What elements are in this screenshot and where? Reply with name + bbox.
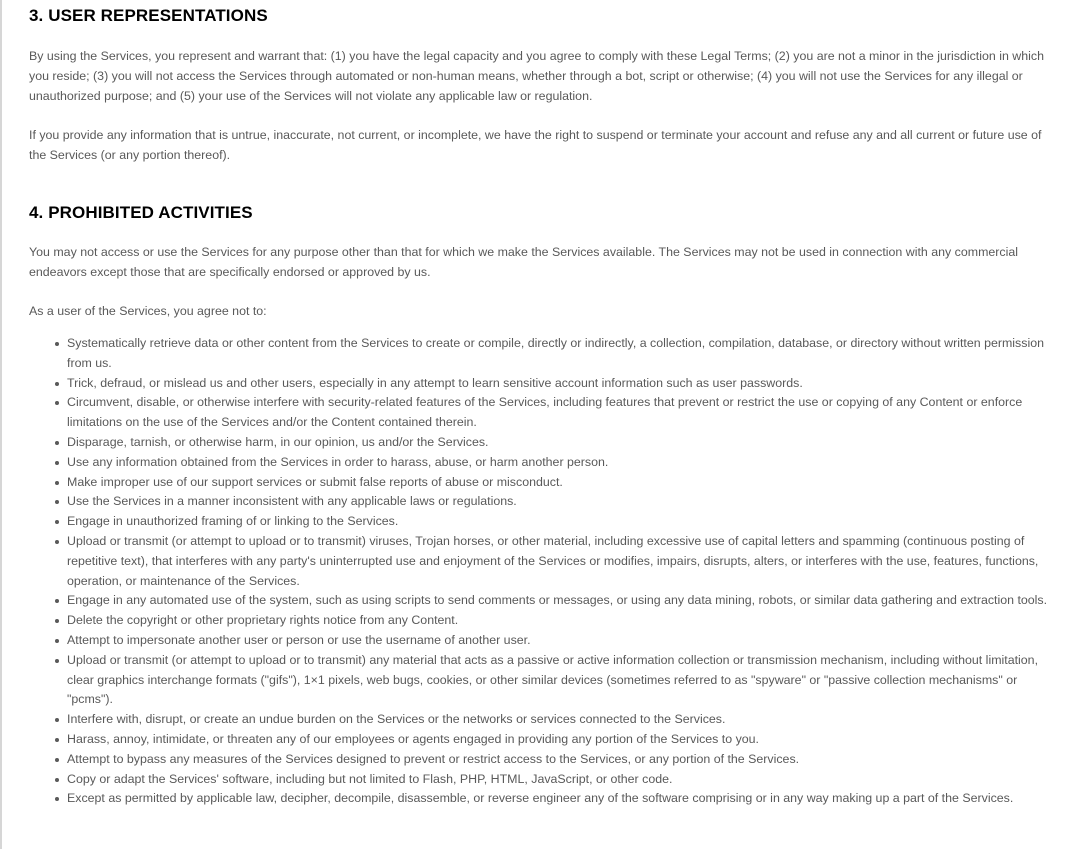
list-item: Copy or adapt the Services' software, including but not limited to Flash, PHP, HTML, JavaScript, or other code. xyxy=(67,770,1052,790)
list-item: Disparage, tarnish, or otherwise harm, in our opinion, us and/or the Services. xyxy=(67,433,1052,453)
list-item: Use the Services in a manner inconsistent with any applicable laws or regulations. xyxy=(67,492,1052,512)
paragraph-prohibited-intro: You may not access or use the Services for any purpose other than that for which we make the Services available. The Services may not be used in connection with any commercial endeavors except those that are specifically endorsed or approved by us. xyxy=(29,245,1019,279)
prohibited-activities-list xyxy=(29,334,1052,809)
list-item: Make improper use of our support services or submit false reports of abuse or misconduct. xyxy=(67,473,1052,493)
list-item: Interfere with, disrupt, or create an undue burden on the Services or the networks or services connected to the Services. xyxy=(67,710,1052,730)
list-item: Upload or transmit (or attempt to upload or to transmit) any material that acts as a passive or active information collection or transmission mechanism, including without limitation, clear graphics interchange formats ("gifs"), 1×1 pixels, web bugs, cookies, or other similar devices (sometimes referred to as "spyware" or "passive collection mechanisms" or "pcms"). xyxy=(67,651,1052,710)
list-item: Engage in unauthorized framing of or linking to the Services. xyxy=(67,512,1052,532)
list-item: Upload or transmit (or attempt to upload or to transmit) viruses, Trojan horses, or other material, including excessive use of capital letters and spamming (continuous posting of repetitive text), that interferes with any party's uninterrupted use and enjoyment of the Services or modifies, impairs, disrupts, alters, or interferes with the use, features, functions, operation, or maintenance of the Services. xyxy=(67,532,1052,591)
list-item: Use any information obtained from the Services in order to harass, abuse, or harm another person. xyxy=(67,453,1052,473)
list-item: Harass, annoy, intimidate, or threaten any of our employees or agents engaged in providing any portion of the Services to you. xyxy=(67,730,1052,750)
section-heading-user-representations: 3. USER REPRESENTATIONS xyxy=(29,6,268,25)
paragraph-representations: By using the Services, you represent and warrant that: (1) you have the legal capacity and you agree to comply with these Legal Terms; (2) you are not a minor in the jurisdiction in which you reside; (3) you will not access the Services through automated or non-human means, whether through a bot, script or otherwise; (4) you will not use the Services for any illegal or unauthorized purpose; and (5) your use of the Services will not violate any applicable law or regulation. xyxy=(29,49,1044,103)
list-item: Systematically retrieve data or other content from the Services to create or compile, directly or indirectly, a collection, compilation, database, or directory without written permission from us. xyxy=(67,334,1052,374)
list-item: Except as permitted by applicable law, decipher, decompile, disassemble, or reverse engineer any of the software comprising or in any way making up a part of the Services. xyxy=(67,789,1052,809)
list-item: Attempt to bypass any measures of the Services designed to prevent or restrict access to the Services, or any portion of the Services. xyxy=(67,750,1052,770)
list-item: Circumvent, disable, or otherwise interfere with security-related features of the Services, including features that prevent or restrict the use or copying of any Content or enforce limitations on the use of the Services and/or the Content contained therein. xyxy=(67,393,1052,433)
paragraph-untrue-information: If you provide any information that is untrue, inaccurate, not current, or incomplete, we have the right to suspend or terminate your account and refuse any and all current or future use of the Services (or any portion thereof). xyxy=(29,128,1042,162)
list-item: Delete the copyright or other proprietary rights notice from any Content. xyxy=(67,611,1052,631)
page-left-border xyxy=(0,0,2,849)
list-item: Attempt to impersonate another user or person or use the username of another user. xyxy=(67,631,1052,651)
list-item: Trick, defraud, or mislead us and other users, especially in any attempt to learn sensitive account information such as user passwords. xyxy=(67,374,1052,394)
list-item: Engage in any automated use of the system, such as using scripts to send comments or messages, or using any data mining, robots, or similar data gathering and extraction tools. xyxy=(67,591,1052,611)
paragraph-agree-not-to: As a user of the Services, you agree not to: xyxy=(29,304,267,318)
section-heading-prohibited-activities: 4. PROHIBITED ACTIVITIES xyxy=(29,203,253,222)
